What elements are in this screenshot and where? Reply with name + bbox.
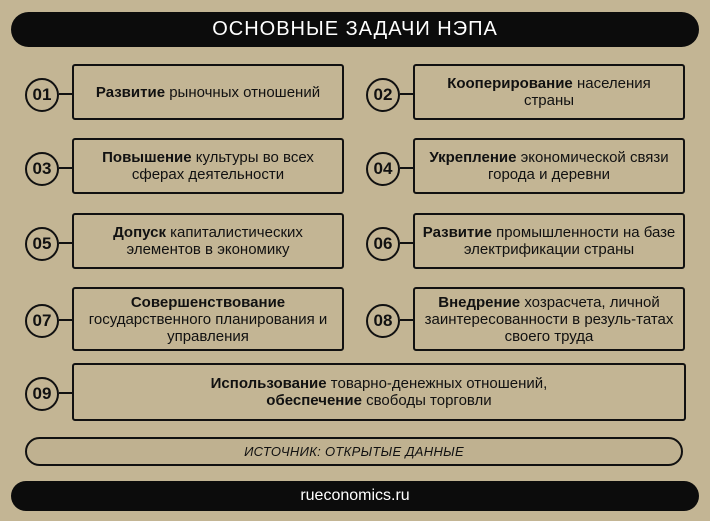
- connector-line: [400, 319, 414, 321]
- task-keyword: Допуск: [113, 224, 166, 241]
- task-keyword: Внедрение: [438, 293, 521, 311]
- task-item: [25, 287, 345, 353]
- task-item: [366, 138, 686, 198]
- task-text-2: свободы торговли: [361, 392, 492, 409]
- task-box: [72, 287, 344, 351]
- task-keyword-2: обеспечение: [266, 392, 362, 409]
- footer-bar: [11, 481, 699, 511]
- task-number: 03: [25, 152, 59, 186]
- task-item: [25, 138, 345, 198]
- task-text: капиталистических элементов в экономику: [126, 224, 303, 258]
- task-number: 07: [25, 304, 59, 338]
- task-box: [413, 213, 685, 269]
- connector-line: [59, 319, 73, 321]
- connector-line: [59, 93, 73, 95]
- task-keyword: Повышение: [102, 149, 192, 166]
- connector-line: [59, 167, 73, 169]
- task-item: [366, 64, 686, 124]
- source-text: ИСТОЧНИК: ОТКРЫТЫЕ ДАННЫЕ: [244, 444, 464, 459]
- task-box: [413, 64, 685, 120]
- task-box: [72, 64, 344, 120]
- task-text: товарно-денежных отношений,: [326, 375, 548, 392]
- task-item: [366, 213, 686, 273]
- connector-line: [59, 242, 73, 244]
- task-number: 06: [366, 227, 400, 261]
- task-number: 01: [25, 78, 59, 112]
- task-text: населения страны: [523, 75, 651, 109]
- task-box: [413, 287, 685, 351]
- task-keyword: Укрепление: [429, 149, 517, 166]
- task-keyword: Кооперирование: [447, 75, 573, 92]
- connector-line: [400, 93, 414, 95]
- source-bar: [25, 437, 683, 466]
- task-number: 05: [25, 227, 59, 261]
- task-box: [413, 138, 685, 194]
- footer-link[interactable]: rueconomics.ru: [300, 487, 410, 504]
- task-keyword: Развитие: [422, 224, 492, 241]
- task-number: 08: [366, 304, 400, 338]
- task-item: [25, 213, 345, 273]
- task-number: 09: [25, 377, 59, 411]
- task-text: культуры во всех сферах деятельности: [131, 149, 314, 183]
- task-text: хозрасчета, личной заинтересованности в резуль-татах своего труда: [424, 293, 674, 345]
- task-number: 02: [366, 78, 400, 112]
- task-keyword: Использование: [210, 375, 327, 392]
- task-box: [72, 138, 344, 194]
- task-keyword: Развитие: [95, 83, 166, 101]
- task-text: рыночных отношений: [165, 83, 321, 101]
- task-text: государственного планирования и управления: [88, 310, 328, 345]
- task-number: 04: [366, 152, 400, 186]
- task-item: [25, 64, 345, 124]
- page-title: ОСНОВНЫЕ ЗАДАЧИ НЭПА: [212, 18, 498, 40]
- task-box: [72, 213, 344, 269]
- task-box: [72, 363, 686, 421]
- connector-line: [400, 167, 414, 169]
- connector-line: [59, 392, 73, 394]
- task-text: экономической связи города и деревни: [487, 149, 669, 183]
- task-item: [366, 287, 686, 353]
- task-item-wide: [25, 363, 687, 423]
- connector-line: [400, 242, 414, 244]
- task-keyword: Совершенствование: [130, 293, 286, 311]
- title-bar: [11, 12, 699, 47]
- task-text: промышленности на базе электрификации страны: [463, 224, 676, 258]
